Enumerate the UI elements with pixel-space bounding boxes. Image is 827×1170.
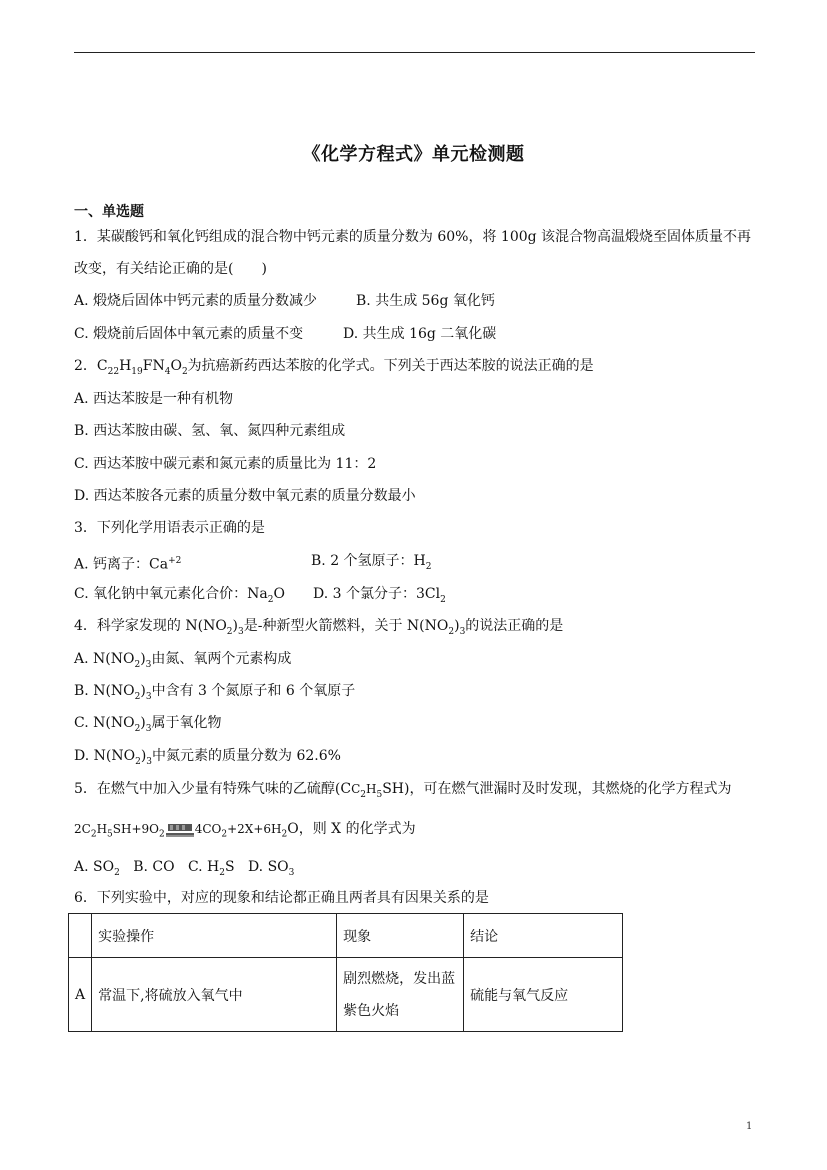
q2-option-b: B. 西达苯胺由碳、氢、氧、氮四种元素组成 <box>74 423 346 439</box>
table-header-cell: 实验操作 <box>92 914 337 958</box>
q5-stem: 5．在燃气中加入少量有特殊气味的乙硫醇$(CC_2H_5SH)$，可在燃气泄漏时及时发现，其燃烧的化学方程式为 <box>74 781 732 800</box>
q4-option-a: A. $N(NO_2)_3$由氮、氧两个元素构成 <box>74 651 292 670</box>
page-title: 《化学方程式》单元检测题 <box>302 144 525 165</box>
q1-option-b: B. 共生成 56g 氧化钙 <box>356 293 495 309</box>
table-cell-phenomenon: 剧烈燃烧，发出蓝 紫色火焰 <box>337 958 464 1032</box>
table-cell-conclusion: 硫能与氧气反应 <box>464 958 623 1032</box>
table-cell-label: A <box>69 958 92 1032</box>
q3-option-b: B. 2 个氢原子：$H_2$ <box>311 553 432 572</box>
table-header-row <box>69 914 623 958</box>
q2-stem: 2．$C_{22}H_{19}FN_4O_2$为抗癌新药西达苯胺的化学式。下列关于西达苯胺的说法正确的是 <box>74 358 594 377</box>
q1-option-c: C. 煅烧前后固体中氧元素的质量不变 <box>74 326 304 342</box>
header-rule <box>74 52 755 53</box>
page-number: 1 <box>746 1121 753 1132</box>
q4-option-b: B. $N(NO_2)_3$中含有 3 个氮原子和 6 个氧原子 <box>74 683 356 702</box>
table-header-cell: 结论 <box>464 914 623 958</box>
q4-option-d: D. $N(NO_2)_3$中氮元素的质量分数为 62.6% <box>74 748 341 767</box>
q2-option-a: A. 西达苯胺是一种有机物 <box>74 391 234 407</box>
q5-options: A. $SO_2$ B. CO C. $H_2S$ D. $SO_3$ <box>74 859 295 878</box>
table-row <box>69 958 623 1032</box>
table-cell-operation: 常温下,将硫放入氧气中 <box>92 958 337 1032</box>
q3-option-c: C. 氧化钠中氧元素化合价：$Na_2O$ <box>74 586 285 605</box>
q4-stem: 4．科学家发现的 $N(NO_2)_3$是-种新型火箭燃料，关于 $N(NO_2)_3$的说法正确的是 <box>74 618 564 637</box>
q1-option-d: D. 共生成 16g 二氧化碳 <box>343 326 497 342</box>
table-header-cell <box>69 914 92 958</box>
q3-stem: 3．下列化学用语表示正确的是 <box>74 520 265 536</box>
q5-equation: $2C_2H_5SH+9O_2$ $4CO_2+2X+6H_2O$，则 X 的化学式为 <box>74 821 416 840</box>
q1-stem-line1: 1．某碳酸钙和氧化钙组成的混合物中钙元素的质量分数为 60%，将 100g 该混合物高温煅烧至固体质量不再 <box>74 229 752 245</box>
q3-option-d: D. 3 个氯分子：$3Cl_2$ <box>313 586 446 605</box>
q2-option-c: C. 西达苯胺中碳元素和氮元素的质量比为 11：2 <box>74 456 377 472</box>
experiment-table <box>68 913 623 1032</box>
q1-stem-line2: 改变，有关结论正确的是( ) <box>74 261 267 277</box>
table-header-cell: 现象 <box>337 914 464 958</box>
q4-option-c: C. $N(NO_2)_3$属于氧化物 <box>74 715 222 734</box>
q3-option-a: A. 钙离子：$Ca^{+2}$ <box>74 556 182 573</box>
ignition-condition-icon <box>166 823 194 837</box>
q6-stem: 6．下列实验中，对应的现象和结论都正确且两者具有因果关系的是 <box>74 890 489 906</box>
section-heading: 一、单选题 <box>74 204 144 220</box>
q2-option-d: D. 西达苯胺各元素的质量分数中氧元素的质量分数最小 <box>74 488 416 504</box>
q1-option-a: A. 煅烧后固体中钙元素的质量分数减少 <box>74 293 318 309</box>
